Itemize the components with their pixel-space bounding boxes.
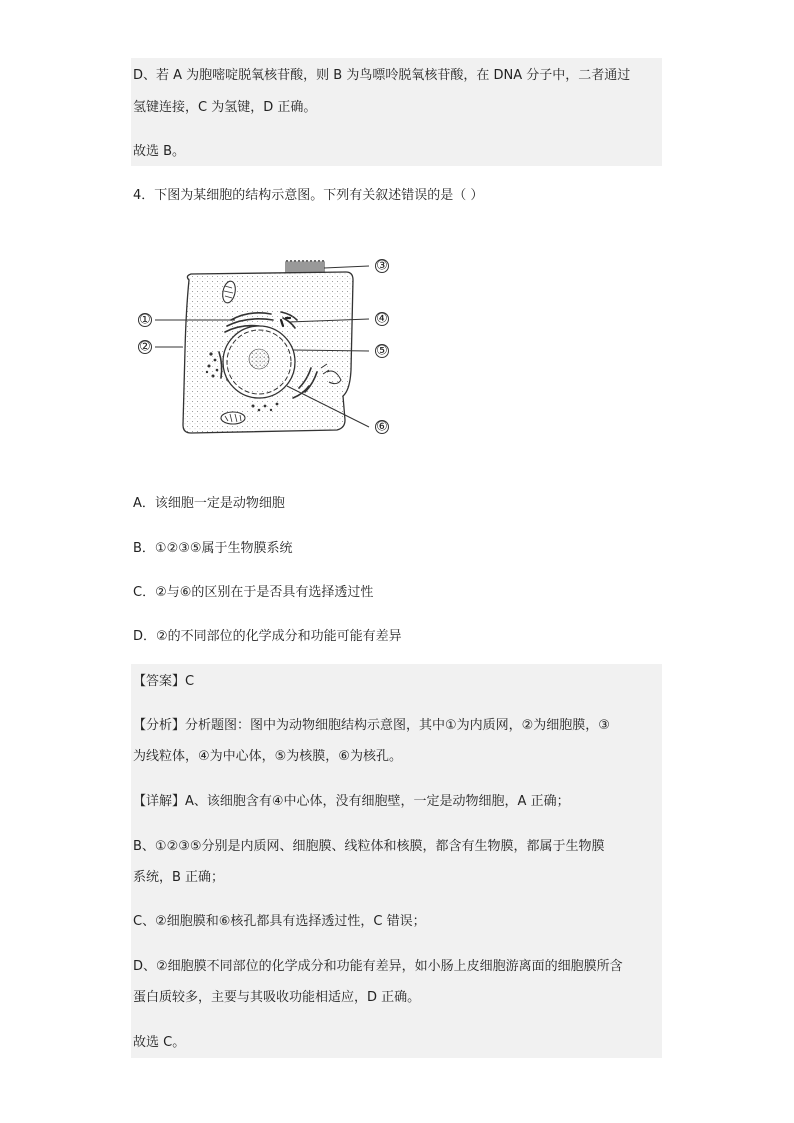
option-c: C．②与⑥的区别在于是否具有选择透过性 bbox=[133, 585, 374, 600]
label-4: ④ bbox=[376, 311, 388, 327]
option-a: A．该细胞一定是动物细胞 bbox=[133, 496, 285, 511]
label-5: ⑤ bbox=[376, 343, 388, 359]
microvilli bbox=[286, 261, 324, 274]
detail-line-b2: 系统，B 正确； bbox=[133, 870, 225, 885]
label-1: ① bbox=[139, 312, 151, 328]
detail-line-d2: 蛋白质较多，主要与其吸收功能相适应，D 正确。 bbox=[133, 990, 421, 1005]
detail-line-d1: D、②细胞膜不同部位的化学成分和功能有差异，如小肠上皮细胞游离面的细胞膜所含 bbox=[133, 959, 623, 974]
option-d: D．②的不同部位的化学成分和功能可能有差异 bbox=[133, 629, 402, 644]
question-stem: 4．下图为某细胞的结构示意图。下列有关叙述错误的是（ ） bbox=[133, 188, 484, 203]
option-b: B．①②③⑤属于生物膜系统 bbox=[133, 541, 293, 556]
analysis-line-1: 【分析】分析题图：图中为动物细胞结构示意图，其中①为内质网，②为细胞膜，③ bbox=[133, 718, 610, 733]
detail-line-a: 【详解】A、该细胞含有④中心体，没有细胞壁，一定是动物细胞，A 正确； bbox=[133, 794, 570, 809]
analysis-line-2: 为线粒体，④为中心体，⑤为核膜，⑥为核孔。 bbox=[133, 749, 402, 764]
mitochondrion-bottom bbox=[221, 412, 245, 424]
label-6: ⑥ bbox=[376, 419, 388, 435]
detail-line-b1: B、①②③⑤分别是内质网、细胞膜、线粒体和核膜，都含有生物膜，都属于生物膜 bbox=[133, 839, 605, 854]
prev-answer-conclusion: 故选 B。 bbox=[133, 144, 186, 159]
prev-answer-line-d2: 氢键连接，C 为氢键，D 正确。 bbox=[133, 100, 317, 115]
label-2: ② bbox=[139, 339, 151, 355]
answer-conclusion: 故选 C。 bbox=[133, 1035, 186, 1050]
answer-line: 【答案】C bbox=[133, 674, 195, 689]
cell-structure-figure bbox=[131, 240, 411, 450]
label-3: ③ bbox=[376, 258, 388, 274]
nucleolus bbox=[249, 349, 269, 369]
prev-answer-line-d1: D、若 A 为胞嘧啶脱氧核苷酸，则 B 为鸟嘌呤脱氧核苷酸，在 DNA 分子中，二者通过 bbox=[133, 68, 631, 83]
detail-line-c: C、②细胞膜和⑥核孔都具有选择透过性，C 错误； bbox=[133, 914, 426, 929]
cell-diagram bbox=[131, 240, 411, 450]
